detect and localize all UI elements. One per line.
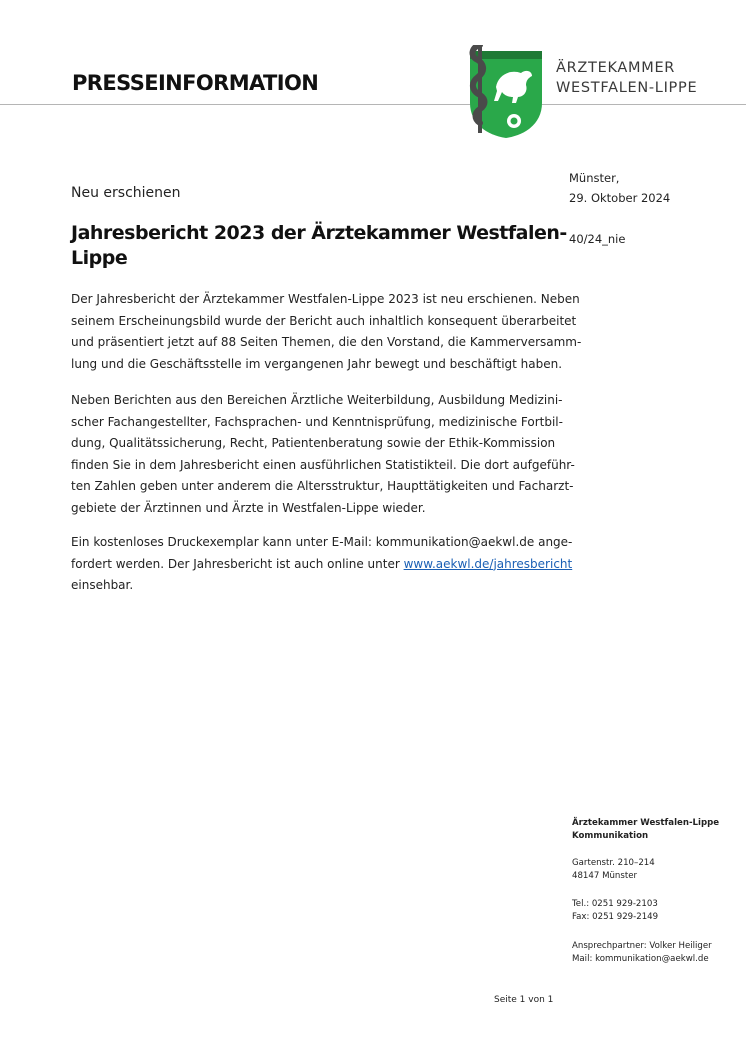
contact-person-block xyxy=(572,940,712,966)
contact-person: Ansprechpartner: Volker Heiliger xyxy=(572,941,712,951)
paragraph-line: seinem Erscheinungsbild wurde der Bericht auch inhaltlich konsequent überarbeitet xyxy=(71,313,577,328)
contact-org: Ärztekammer Westfalen-Lippe xyxy=(572,818,720,828)
paragraph-3 xyxy=(71,532,573,597)
paragraph-line: und präsentiert jetzt auf 88 Seiten Themen, die den Vorstand, die Kammerversamm- xyxy=(71,335,582,349)
header-divider xyxy=(0,104,746,105)
paragraph-1 xyxy=(71,289,582,375)
contact-mail: Mail: kommunikation@aekwl.de xyxy=(572,954,709,964)
contact-fax: Fax: 0251 929-2149 xyxy=(572,912,659,922)
article-headline xyxy=(71,221,567,271)
paragraph-line: finden Sie in dem Jahresbericht einen ausführlichen Statistikteil. Die dort aufgeführ- xyxy=(71,457,575,472)
org-name-line1: ÄRZTEKAMMER xyxy=(556,60,676,76)
paragraph-line: scher Fachangestellter, Fachsprachen- und Kenntnisprüfung, medizinische Fortbil- xyxy=(71,414,563,429)
paragraph-line: Neben Berichten aus den Bereichen Ärztliche Weiterbildung, Ausbildung Medizini- xyxy=(71,393,563,407)
headline-line: Jahresbericht 2023 der Ärztekammer Westfalen- xyxy=(71,222,567,244)
staff-rod xyxy=(478,45,482,133)
paragraph-line: dung, Qualitätssicherung, Recht, Patientenberatung sowie der Ethik-Kommission xyxy=(71,436,556,450)
paragraph-line: einsehbar. xyxy=(71,578,134,592)
paragraph-line xyxy=(71,554,573,576)
meta-reference: 40/24_nie xyxy=(569,232,626,246)
meta-date: 29. Oktober 2024 xyxy=(569,191,671,205)
paragraph-line: lung und die Geschäftsstelle im vergangenen Jahr bewegt und beschäftigt haben. xyxy=(71,356,563,371)
paragraph-line: ten Zahlen geben unter anderem die Altersstruktur, Haupttätigkeiten und Facharzt- xyxy=(71,479,574,493)
contact-phone-block xyxy=(572,898,658,924)
jahresbericht-link[interactable]: www.aekwl.de/jahresbericht xyxy=(403,556,573,571)
paragraph-line-prefix: fordert werden. Der Jahresbericht ist auch online unter xyxy=(71,556,404,571)
paragraph-line: gebiete der Ärztinnen und Ärzte in Westfalen-Lippe wieder. xyxy=(71,500,426,515)
paragraph-line: Der Jahresbericht der Ärztekammer Westfalen-Lippe 2023 ist neu erschienen. Neben xyxy=(71,292,580,306)
contact-city: 48147 Münster xyxy=(572,871,638,881)
document-type-title: PRESSEINFORMATION xyxy=(72,71,319,95)
contact-tel: Tel.: 0251 929-2103 xyxy=(572,899,658,909)
contact-dept: Kommunikation xyxy=(572,831,649,841)
meta-place: Münster, xyxy=(569,171,620,185)
paragraph-2 xyxy=(71,390,575,519)
contact-address-block xyxy=(572,857,655,883)
headline-line: Lippe xyxy=(71,247,128,269)
aekwl-logo xyxy=(466,45,546,139)
contact-org-block xyxy=(572,817,719,843)
page-number: Seite 1 von 1 xyxy=(494,995,554,1005)
contact-street: Gartenstr. 210–214 xyxy=(572,858,655,868)
paragraph-line: Ein kostenloses Druckexemplar kann unter E-Mail: kommunikation@aekwl.de ange- xyxy=(71,535,573,549)
org-name-line2: WESTFALEN-LIPPE xyxy=(556,80,698,96)
article-kicker: Neu erschienen xyxy=(71,185,181,201)
